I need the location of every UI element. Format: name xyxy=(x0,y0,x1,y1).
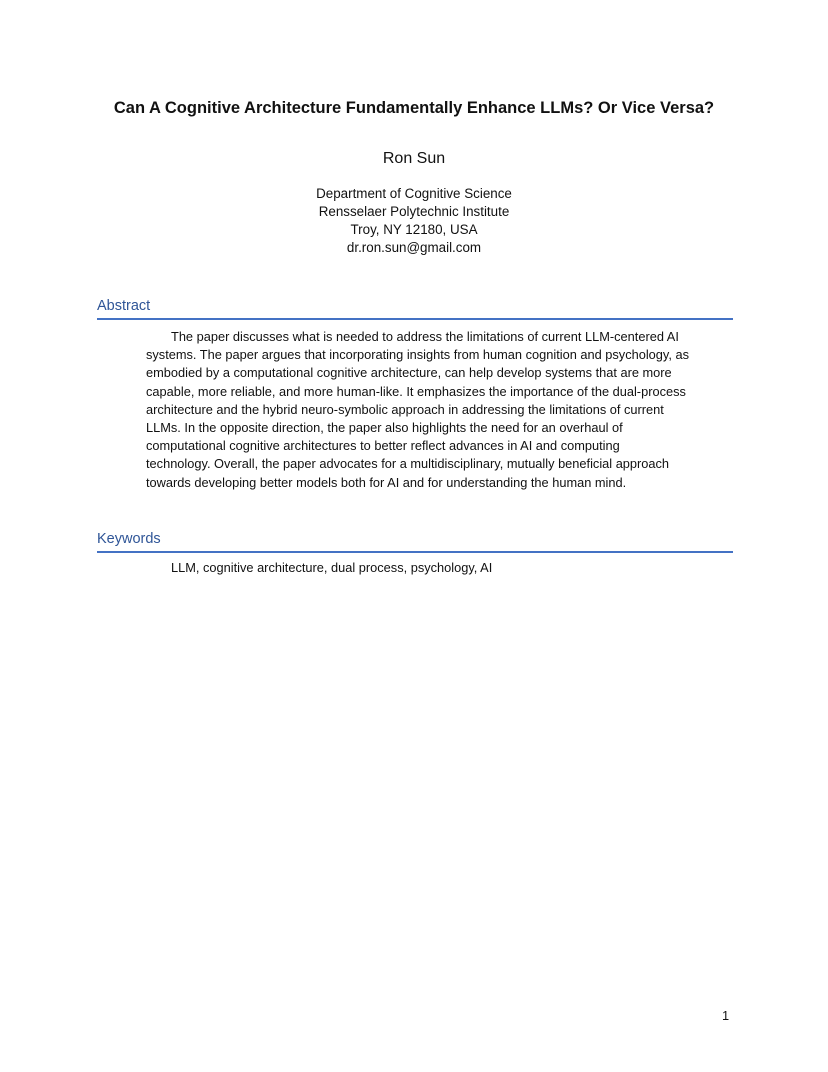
author-name: Ron Sun xyxy=(382,150,446,167)
keywords-text: LLM, cognitive architecture, dual process, psychology, AI xyxy=(171,560,493,575)
keywords-heading: Keywords xyxy=(97,531,733,553)
abstract-line: technology. Overall, the paper advocates for a multidisciplinary, mutually beneficial approach xyxy=(146,456,670,472)
author-email: dr.ron.sun@gmail.com xyxy=(346,240,482,255)
abstract-line: capable, more reliable, and more human-like. It emphasizes the importance of the dual-process xyxy=(146,383,686,399)
abstract-line: computational cognitive architectures to better reflect advances in AI and computing xyxy=(146,438,620,454)
abstract-heading: Abstract xyxy=(97,298,733,320)
affiliation-department: Department of Cognitive Science xyxy=(316,186,512,201)
author-affiliation xyxy=(0,185,828,257)
abstract-line: towards developing better models both for AI and for understanding the human mind. xyxy=(146,474,627,490)
abstract-text xyxy=(146,328,734,492)
abstract-line: architecture and the hybrid neuro-symbolic approach in addressing the limitations of current xyxy=(146,401,664,417)
abstract-line: systems. The paper argues that incorporating insights from human cognition and psychology, as xyxy=(146,347,689,363)
abstract-line: embodied by a computational cognitive architecture, can help develop systems that are more xyxy=(146,365,672,381)
abstract-line: LLMs. In the opposite direction, the paper also highlights the need for an overhaul of xyxy=(146,420,623,436)
affiliation-address: Troy, NY 12180, USA xyxy=(350,222,478,237)
affiliation-institute: Rensselaer Polytechnic Institute xyxy=(318,204,510,219)
abstract-line: The paper discusses what is needed to address the limitations of current LLM-centered AI xyxy=(171,329,679,344)
paper-title: Can A Cognitive Architecture Fundamentally Enhance LLMs? Or Vice Versa? xyxy=(113,99,715,117)
page-number: 1 xyxy=(722,1008,730,1023)
